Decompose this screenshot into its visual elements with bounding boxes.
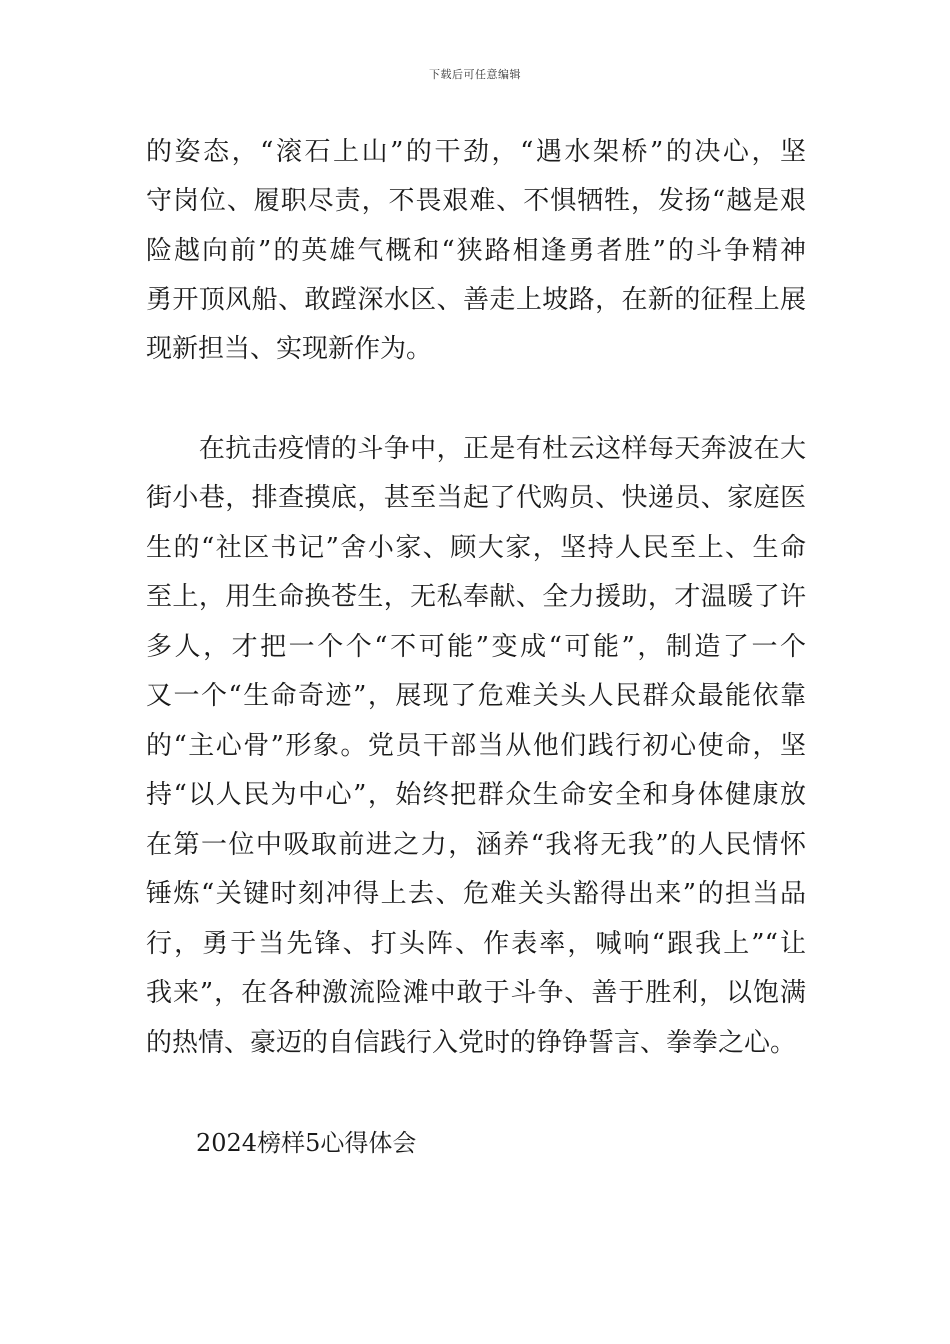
paragraph-line: 锤炼“关键时刻冲得上去、危难关头豁得出来”的担当品: [146, 879, 806, 909]
paragraph-line: 行，勇于当先锋、打头阵、作表率，喊响“跟我上”“让: [146, 929, 806, 959]
paragraph-line: 多人，才把一个个“不可能”变成“可能”，制造了一个: [146, 632, 806, 662]
paragraph-line: 持“以人民为中心”，始终把群众生命安全和身体健康放: [146, 780, 806, 810]
page-header: 下载后可任意编辑: [429, 68, 521, 81]
paragraph-line: 的热情、豪迈的自信践行入党时的铮铮誓言、拳拳之心。: [146, 1028, 797, 1058]
paragraph-line: 的姿态，“滚石上山”的干劲，“遇水架桥”的决心，坚: [146, 137, 806, 167]
paragraph-line: 生的“社区书记”舍小家、顾大家，坚持人民至上、生命: [146, 533, 806, 563]
paragraph-line: 现新担当、实现新作为。: [146, 334, 433, 364]
paragraph-line: 街小巷，排查摸底，甚至当起了代购员、快递员、家庭医: [146, 483, 806, 513]
paragraph-line: 在抗击疫情的斗争中，正是有杜云这样每天奔波在大: [146, 434, 806, 464]
paragraph-line: 至上，用生命换苍生，无私奉献、全力援助，才温暖了许: [146, 582, 806, 612]
paragraph-line: 又一个“生命奇迹”，展现了危难关头人民群众最能依靠: [146, 681, 806, 711]
paragraph-line: 险越向前”的英雄气概和“狭路相逢勇者胜”的斗争精神: [146, 236, 806, 266]
paragraph-line: 的“主心骨”形象。党员干部当从他们践行初心使命，坚: [146, 731, 806, 761]
section-title: 2024榜样5心得体会: [196, 1129, 417, 1157]
paragraph-line: 我来”，在各种激流险滩中敢于斗争、善于胜利，以饱满: [146, 978, 806, 1008]
paragraph-line: 在第一位中吸取前进之力，涵养“我将无我”的人民情怀: [146, 830, 806, 860]
paragraph-line: 守岗位、履职尽责，不畏艰难、不惧牺牲，发扬“越是艰: [146, 186, 806, 216]
paragraph-line: 勇开顶风船、敢蹚深水区、善走上坡路，在新的征程上展: [146, 285, 806, 315]
